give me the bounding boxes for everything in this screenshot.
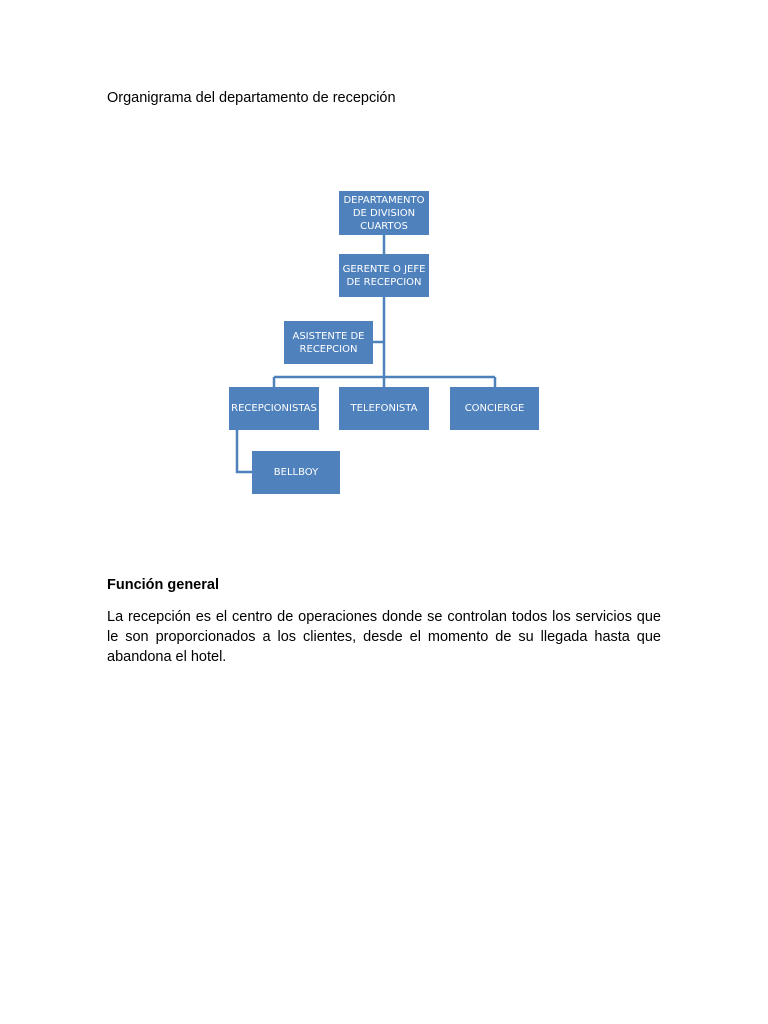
section-title: Función general (107, 577, 219, 593)
org-node-bellboy: BELLBOY (252, 451, 340, 494)
org-node-receptionists: RECEPCIONISTAS (229, 387, 319, 430)
body-paragraph: La recepción es el centro de operaciones donde se controlan todos los servicios que le son proporcionados a los clientes, desde el momento de su llegada hasta que abandona el hotel. (107, 609, 661, 665)
page-heading: Organigrama del departamento de recepción (107, 90, 396, 106)
connector-bellboy (237, 430, 252, 472)
org-node-assistant: ASISTENTE DE RECEPCION (284, 321, 373, 364)
org-node-manager: GERENTE O JEFE DE RECEPCION (339, 254, 429, 297)
org-node-division: DEPARTAMENTO DE DIVISION CUARTOS (339, 191, 429, 235)
org-node-telephonist: TELEFONISTA (339, 387, 429, 430)
org-node-concierge: CONCIERGE (450, 387, 539, 430)
